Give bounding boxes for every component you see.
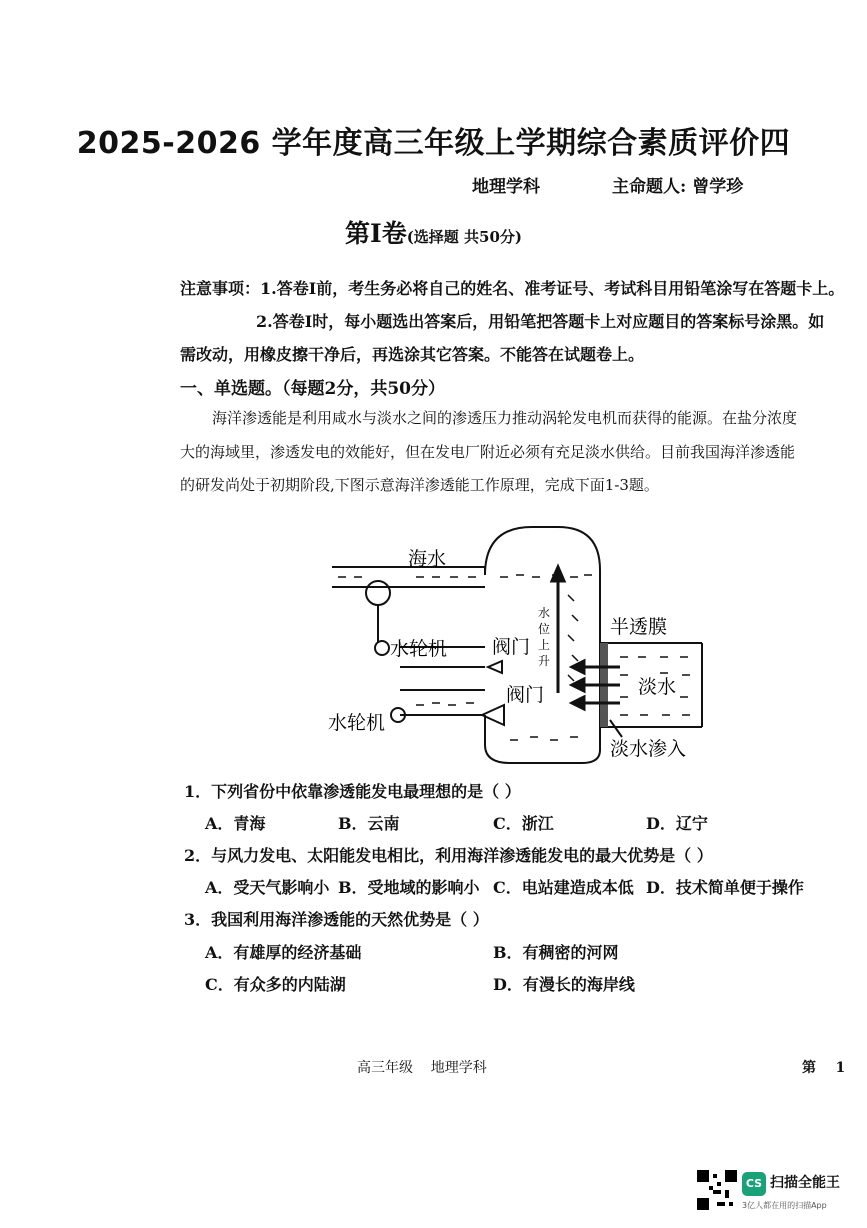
label-water-rise-1: 水 — [538, 606, 551, 620]
qr-code-icon — [697, 1170, 737, 1210]
label-membrane: 半透膜 — [610, 616, 668, 638]
camscanner-name: 扫描全能王 — [770, 1175, 840, 1191]
q1-option-d: D．辽宁 — [646, 814, 708, 833]
label-valve-upper: 阀门 — [492, 636, 531, 658]
q2-option-c: C．电站建造成本低 — [493, 878, 634, 897]
notes-line-2: 2.答卷Ⅰ时，每小题选出答案后，用铅笔把答题卡上对应题目的答案标号涂黑。如 — [256, 312, 825, 331]
camscanner-logo-icon: CS — [742, 1172, 766, 1196]
footer-grade-subject: 高三年级 地理学科 — [357, 1060, 487, 1076]
label-valve-lower: 阀门 — [506, 684, 545, 706]
volume-heading — [0, 214, 867, 250]
q2-option-a: A．受天气影响小 — [205, 878, 330, 897]
q3-option-b: B．有稠密的河网 — [493, 943, 619, 962]
q1-option-b: B．云南 — [338, 814, 400, 833]
passage-line-2: 大的海域里，渗透发电的效能好，但在发电厂附近必须有充足淡水供给。目前我国海洋渗透能 — [180, 443, 796, 461]
camscanner-tagline: 3亿人都在用的扫描App — [742, 1201, 827, 1210]
volume-note: (选择题 共50分) — [406, 228, 522, 246]
q3-option-c: C．有众多的内陆湖 — [205, 975, 346, 994]
exam-title: 2025-2026 学年度高三年级上学期综合素质评价四 — [76, 126, 791, 161]
subject-label: 地理学科 — [472, 177, 540, 197]
notes-line-1: 注意事项：1.答卷Ⅰ前，考生务必将自己的姓名、准考证号、考试科目用铅笔涂写在答题卡上。 — [180, 279, 845, 298]
q2-option-b: B．受地域的影响小 — [338, 878, 480, 897]
question-3-stem: 3．我国利用海洋渗透能的天然优势是（ ） — [184, 910, 489, 929]
volume-title: 第Ⅰ卷 — [345, 219, 407, 248]
q3-option-d: D．有漫长的海岸线 — [493, 975, 635, 994]
notes-line-3: 需改动，用橡皮擦干净后，再选涂其它答案。不能答在试题卷上。 — [180, 345, 645, 364]
section-heading: 一、单选题。（每题2分，共50分） — [180, 379, 445, 399]
label-turbine-lower: 水轮机 — [328, 712, 386, 734]
label-seawater: 海水 — [408, 548, 447, 570]
question-2-stem: 2．与风力发电、太阳能发电相比，利用海洋渗透能发电的最大优势是（ ） — [184, 846, 713, 865]
label-freshwater: 淡水 — [638, 676, 677, 698]
question-1-stem: 1．下列省份中依靠渗透能发电最理想的是（ ） — [184, 782, 521, 801]
q1-option-a: A．青海 — [205, 814, 266, 833]
q2-option-d: D．技术简单便于操作 — [646, 878, 804, 897]
label-turbine-upper: 水轮机 — [390, 638, 448, 660]
label-water-rise-4: 升 — [538, 654, 551, 668]
author-label: 主命题人: 曾学珍 — [612, 177, 744, 197]
label-water-rise-2: 位 — [538, 622, 551, 636]
osmotic-power-diagram — [320, 515, 720, 770]
q1-option-c: C．浙江 — [493, 814, 554, 833]
passage-line-3: 的研发尚处于初期阶段,下图示意海洋渗透能工作原理，完成下面1-3题。 — [180, 476, 659, 494]
label-water-rise-3: 上 — [538, 638, 551, 652]
footer-page-number: 第 1 — [802, 1060, 846, 1076]
q3-option-a: A．有雄厚的经济基础 — [205, 943, 362, 962]
passage-line-1: 海洋渗透能是利用咸水与淡水之间的渗透压力推动涡轮发电机而获得的能源。在盐分浓度 — [212, 409, 798, 427]
label-infiltration: 淡水渗入 — [610, 738, 687, 760]
